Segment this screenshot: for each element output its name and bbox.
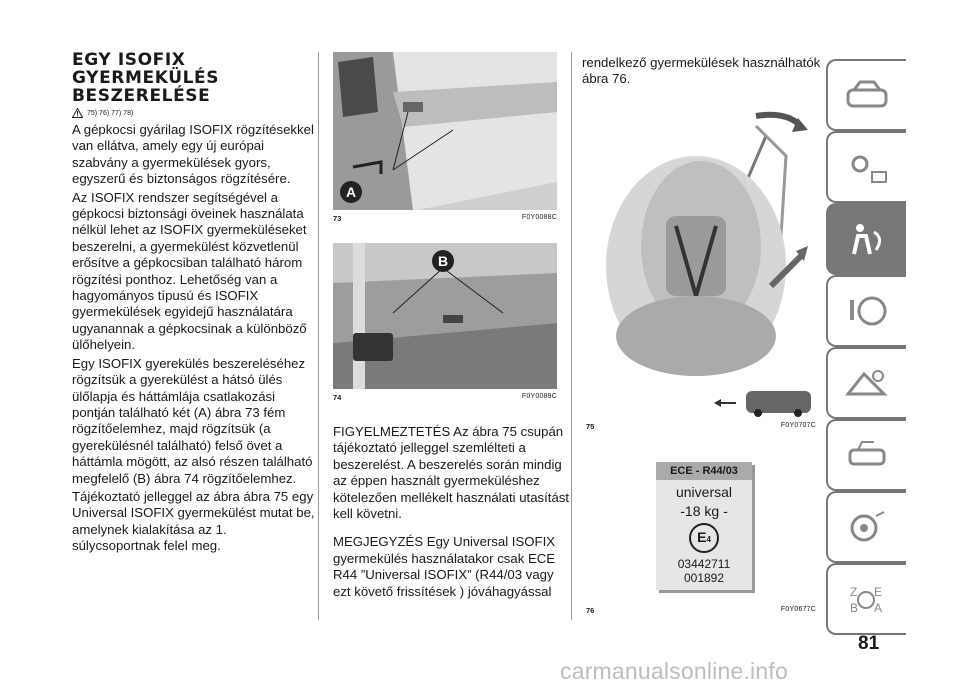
svg-text:Z: Z <box>850 585 858 599</box>
figure-75-image <box>586 96 816 418</box>
marker-a: A <box>345 184 357 200</box>
section-title <box>72 52 317 106</box>
figure-74-code: F0Y0089C <box>521 393 557 400</box>
figure-75-code: F0Y0707C <box>780 422 816 429</box>
top-tether-illustration <box>333 243 557 389</box>
figure-75-number: 75 <box>586 422 595 431</box>
title-line-3: BESZERELÉSE <box>72 86 211 106</box>
emergency-icon <box>844 366 890 400</box>
approval-mark-letter: E <box>697 529 707 545</box>
approval-label <box>656 462 752 590</box>
svg-text:A: A <box>874 601 883 615</box>
svg-text:B: B <box>850 601 859 615</box>
paragraph-2: Az ISOFIX rendszer segítségével a gépkocsi biztonsági öveinek használata nélkül lehet az ISOFIX gyermeküléseket beszerelni, a gyermekülést közvetlenül erősítve a gépkocsiban található három rögzítési ponthoz. Lehetőség van a hagyományos típusú és ISOFIX gyermekülések egyidejű használatára ugyanannak a gépkocsinak a különböző ülőhelyein. <box>72 189 307 353</box>
approval-e-mark <box>689 523 719 553</box>
approval-mark-number: 4 <box>706 535 711 544</box>
child-seat-illustration <box>586 96 816 418</box>
figure-76-code: F0Y0677C <box>780 606 816 613</box>
figure-74-number: 74 <box>333 393 342 402</box>
tab-multimedia[interactable] <box>826 563 906 635</box>
approval-universal: universal <box>675 484 733 500</box>
technical-data-icon <box>844 510 890 544</box>
approval-number-1: 03442711 <box>677 557 731 571</box>
note-paragraph: MEGJEGYZÉS Egy Universal ISOFIX gyermekülés használatakor csak ECE R44 ”Universal ISOFIX” (R44/03 vagy ezt követő frissítések ) jóváhagyással <box>333 534 556 599</box>
title-line-2: GYERMEKÜLÉS <box>72 68 220 88</box>
approval-weight: -18 kg - <box>680 503 728 519</box>
figure-73-number: 73 <box>333 214 342 223</box>
figure-74-image <box>333 243 557 389</box>
watermark: carmanualsonline.info <box>560 658 788 684</box>
tab-lights[interactable] <box>826 131 906 203</box>
title-line-1: EGY ISOFIX <box>72 50 186 70</box>
paragraph-4: Tájékoztató jelleggel az ábra ábra 75 egy Universal ISOFIX gyermekülést mutat be, amelynek kialakítása az 1. súlycsoportnak felel meg. <box>72 488 315 554</box>
column-2-text <box>333 424 573 602</box>
column-divider-1 <box>318 52 319 620</box>
index-icon <box>844 582 890 616</box>
isofix-anchor-illustration <box>333 52 557 210</box>
lights-icon <box>844 150 890 184</box>
warning-paragraph: FIGYELMEZTETÉS Az ábra 75 csupán tájékoztató jelleggel szemlélteti a beszerelést. A beszerelés során mindig az éppen használt gyermeküléshez kötelezően mellékelt használati utasítást kell követni. <box>333 424 570 522</box>
tab-safety[interactable] <box>826 203 906 275</box>
warning-triangle-icon <box>72 108 83 118</box>
starting-icon <box>844 294 890 328</box>
figure-73-code: F0Y0088C <box>521 214 557 221</box>
warning-refs <box>72 108 317 118</box>
approval-number-2: 001892 <box>683 571 725 585</box>
refs-text: 75) 76) 77) 78) <box>87 109 134 117</box>
paragraph-1: A gépkocsi gyárilag ISOFIX rögzítésekkel van ellátva, amely egy új európai szabvány a gyermekülések gyors, egyszerű és biztonságos rögzítésére. <box>72 122 314 187</box>
maintenance-icon <box>844 438 890 472</box>
figure-74-caption <box>333 393 557 402</box>
svg-text:E: E <box>874 585 883 599</box>
figure-75-caption <box>586 422 816 431</box>
tab-maintenance[interactable] <box>826 419 906 491</box>
paragraph-3: Egy ISOFIX gyerekülés beszereléséhez rögzítsük a gyerekülést a hátsó ülés ülőlapja és háttámlája csatlakozási pontján található két (A) ábra 73 fém rögzítőelemhez, majd rögzítsük (a gyerekülésnél található) felső övet a háttámla mögött, az alsó részen található megfelelő (B) ábra 74 rögzítőelemhez. <box>72 355 313 486</box>
tab-starting[interactable] <box>826 275 906 347</box>
figure-76-caption <box>586 606 816 615</box>
figure-76-number: 76 <box>586 606 595 615</box>
column-1 <box>72 52 317 557</box>
approval-header: ECE - R44/03 <box>656 462 752 480</box>
figure-73-caption <box>333 214 557 223</box>
marker-b: B <box>437 253 449 269</box>
continuation-paragraph: rendelkező gyermekülések használhatók ábra 76. <box>582 55 821 87</box>
tab-emergency[interactable] <box>826 347 906 419</box>
dashboard-icon <box>844 78 890 112</box>
figure-73-image <box>333 52 557 210</box>
page-number: 81 <box>858 633 880 654</box>
tab-technical-data[interactable] <box>826 491 906 563</box>
tab-dashboard[interactable] <box>826 59 906 131</box>
column-3-text <box>582 55 822 90</box>
safety-icon <box>844 222 890 256</box>
